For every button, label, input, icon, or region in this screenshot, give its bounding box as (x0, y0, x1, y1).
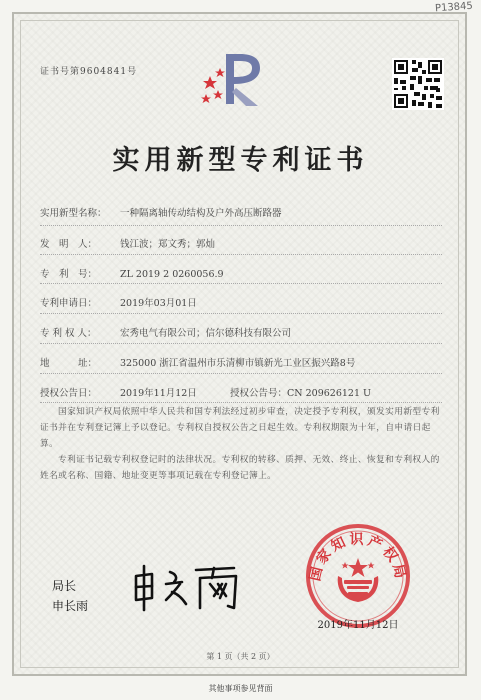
divider (40, 313, 442, 314)
footer-note: 其他事项参见背面 (208, 684, 273, 693)
field-patentee (40, 325, 460, 339)
field-label: 授权公告日： (40, 388, 98, 399)
signature-title: 局长 (52, 579, 77, 593)
field-label: 专利申请日： (40, 298, 98, 309)
field-patent-no (40, 266, 460, 280)
field-inventor (40, 236, 460, 250)
qr-code-icon (392, 58, 444, 110)
handwritten-signature-icon (130, 562, 250, 612)
field-value: 2019年11月12日 (120, 388, 197, 399)
divider (40, 254, 442, 255)
field-value: 2019年03月01日 (120, 298, 197, 309)
signature-name: 申长雨 (52, 599, 89, 613)
field-label: 授权公告号： (230, 388, 288, 399)
field-label: 专 利 号： (40, 269, 98, 280)
field-value: CN 209626121 U (287, 388, 372, 399)
divider (40, 225, 442, 226)
certificate-number: 证书号第9604841号 (40, 67, 138, 77)
divider (40, 402, 442, 403)
field-filing-date (40, 295, 460, 309)
field-label: 实用新型名称： (40, 208, 107, 219)
field-value: 钱江波；郑文秀；郭灿 (120, 239, 216, 250)
cnipa-logo-icon (196, 48, 266, 110)
field-address (40, 355, 460, 369)
field-grant (40, 385, 460, 399)
statement-paragraph-2: 专利证书记载专利权登记时的法律状况。专利权的转移、质押、无效、终止、恢复和专利权人的姓名或名称、国籍、地址变更等事项记载在专利登记簿上。 (40, 455, 440, 481)
seal-date: 2019年11月12日 (317, 620, 399, 631)
field-value: 宏秀电气有限公司；信尔德科技有限公司 (120, 328, 292, 339)
field-label: 发 明 人： (40, 239, 98, 250)
divider (40, 343, 442, 344)
page-number: 第 1 页（共 2 页） (206, 652, 275, 661)
field-name (40, 205, 460, 219)
statement-paragraph-1: 国家知识产权局依照中华人民共和国专利法经过初步审查，决定授予专利权，颁发实用新型专利证书并在专利登记簿上予以登记。专利权自授权公告之日起生效。专利权期限为十年，自申请日起算。 (40, 407, 440, 449)
divider (40, 283, 442, 284)
field-value: 325000 浙江省温州市乐清柳市镇新光工业区振兴路8号 (120, 358, 356, 369)
field-label: 专 利 权 人： (40, 328, 97, 339)
seal-text: 国家知识产权局 (307, 532, 409, 583)
field-label: 地 址： (40, 358, 98, 369)
divider (40, 373, 442, 374)
page-title: 实用新型专利证书 (112, 145, 369, 176)
field-value: ZL 2019 2 0260056.9 (120, 269, 224, 280)
handwritten-note: P13845 (434, 0, 474, 15)
field-value: 一种隔离轴传动结构及户外高压断路器 (120, 208, 282, 219)
